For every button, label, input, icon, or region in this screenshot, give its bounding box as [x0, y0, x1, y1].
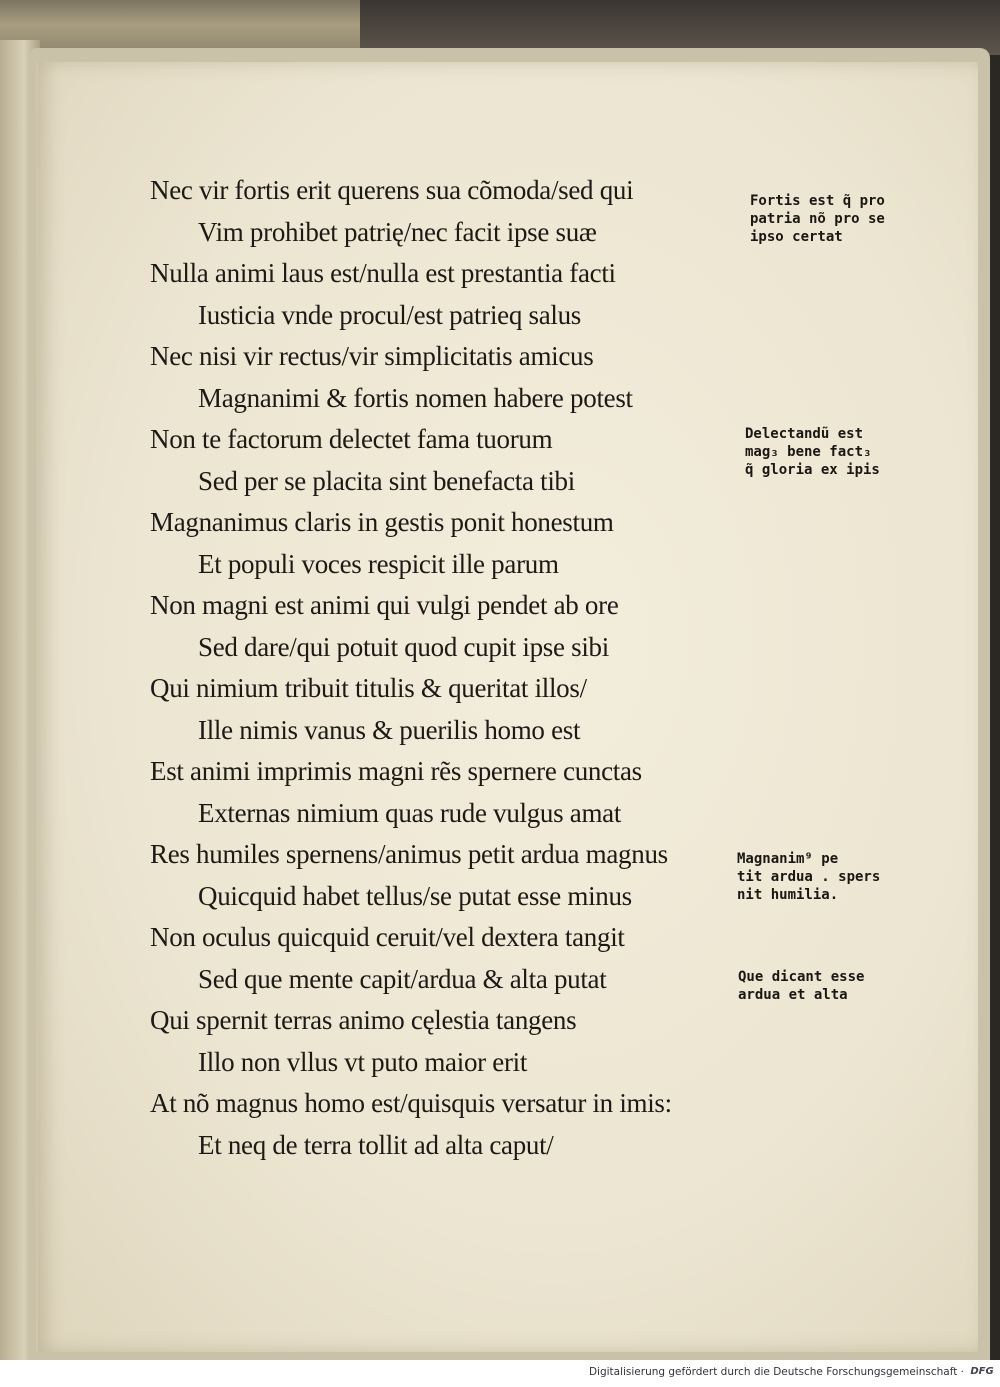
margin-note-line: mag₃ bene fact₃ [745, 444, 872, 460]
margin-note-line: ardua et alta [738, 987, 848, 1003]
verse-line: Iusticia vnde procul/est patrieq salus [198, 299, 581, 330]
margin-note-line: Delectandũ est [745, 426, 864, 442]
margin-note-3 [737, 850, 880, 904]
footer-bar [0, 1360, 1000, 1387]
margin-note-line: Fortis est q̃ pro [750, 193, 885, 209]
margin-note-2 [745, 425, 880, 479]
verse-line: Sed per se placita sint benefacta tibi [198, 465, 575, 496]
verse-line: Quicquid habet tellus/se putat esse minus [198, 880, 632, 911]
verse-line: Externas nimium quas rude vulgus amat [198, 797, 622, 828]
margin-note-line: patria nõ pro se [750, 211, 885, 227]
verse-text [150, 170, 750, 1166]
margin-note-1 [750, 192, 885, 246]
verse-line: Magnanimi & fortis nomen habere potest [198, 382, 633, 413]
verse-line: Et populi voces respicit ille parum [198, 548, 559, 579]
book-binding-shadow [360, 0, 1000, 55]
verse-line: Nec vir fortis erit querens sua cõmoda/sed qui [150, 175, 634, 205]
verse-line: Sed dare/qui potuit quod cupit ipse sibi [198, 631, 609, 662]
verse-line: Illo non vllus vt puto maior erit [198, 1046, 528, 1077]
verse-line: Est animi imprimis magni rẽs spernere cunctas [150, 756, 642, 786]
margin-note-4 [738, 968, 864, 1004]
verse-line: Et neq de terra tollit ad alta caput/ [198, 1129, 554, 1160]
margin-note-line: Que dicant esse [738, 969, 865, 985]
margin-note-line: tit ardua . spers [737, 869, 881, 885]
verse-line: Non oculus quicquid ceruit/vel dextera tangit [150, 922, 625, 952]
verse-line: Res humiles spernens/animus petit ardua magnus [150, 839, 668, 869]
margin-note-line: Magnanim⁹ pe [737, 851, 839, 867]
verse-line: Ille nimis vanus & puerilis homo est [198, 714, 581, 745]
margin-note-line: q̃ gloria ex ipis [745, 462, 880, 478]
margin-note-line: ipso certat [750, 229, 843, 245]
footer-credit: Digitalisierung gefördert durch die Deutsche Forschungsgemeinschaft · [588, 1366, 964, 1378]
verse-line: Qui nimium tribuit titulis & queritat illos/ [150, 673, 587, 703]
dfg-logo: DFG [970, 1366, 994, 1377]
verse-line: At nõ magnus homo est/quisquis versatur in imis: [150, 1088, 672, 1118]
verse-line: Qui spernit terras animo cęlestia tangens [150, 1005, 577, 1035]
verse-line: Vim prohibet patrię/nec facit ipse suæ [198, 216, 597, 247]
verse-line: Nec nisi vir rectus/vir simplicitatis amicus [150, 341, 594, 371]
verse-line: Non magni est animi qui vulgi pendet ab ore [150, 590, 619, 620]
verse-line: Magnanimus claris in gestis ponit honestum [150, 507, 614, 537]
verse-line: Sed que mente capit/ardua & alta putat [198, 963, 607, 994]
verse-line: Nulla animi laus est/nulla est prestantia facti [150, 258, 616, 288]
margin-note-line: nit humilia. [737, 887, 839, 903]
verse-line: Non te factorum delectet fama tuorum [150, 424, 553, 454]
